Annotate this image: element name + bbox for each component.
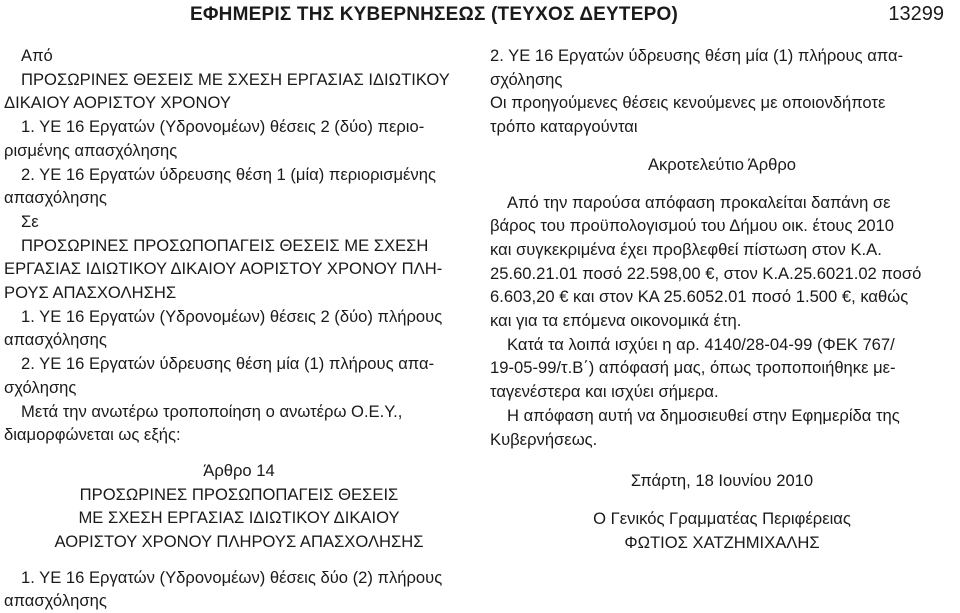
text-line: Η απόφαση αυτή να δημοσιευθεί στην Εφημερίδα της <box>507 405 900 425</box>
text-line: και για τα επόμενα οικονομικά έτη. <box>490 311 742 331</box>
text-line: σχόλησης <box>4 377 77 397</box>
text-line: ΠΡΟΣΩΡΙΝΕΣ ΠΡΟΣΩΠΟΠΑΓΕΙΣ ΘΕΣΕΙΣ ΜΕ ΣΧΕΣΗ <box>21 235 429 255</box>
spacer <box>490 139 954 153</box>
article-heading: Άρθρο 14 <box>203 460 275 480</box>
signatory-name: ΦΩΤΙΟΣ ΧΑΤΖΗΜΙΧΑΛΗΣ <box>624 532 820 552</box>
article-title-line: ΜΕ ΣΧΕΣΗ ΕΡΓΑΣΙΑΣ ΙΔΙΩΤΙΚΟΥ ΔΙΚΑΙΟΥ <box>78 508 400 528</box>
spacer <box>490 451 954 469</box>
spacer <box>490 493 954 507</box>
text-line: απασχόλησης <box>4 330 107 350</box>
spacer <box>490 177 954 191</box>
page-header <box>0 0 960 36</box>
text-line: ΡΟΥΣ ΑΠΑΣΧΟΛΗΣΗΣ <box>4 283 177 303</box>
text-line: τρόπο καταργούνται <box>490 117 638 137</box>
gazette-title: ΕΦΗΜΕΡΙΣ ΤΗΣ ΚΥΒΕΡΝΗΣΕΩΣ (ΤΕΥΧΟΣ ΔΕΥΤΕΡΟ) <box>190 4 678 25</box>
text-line: ταγενέστερα και ισχύει σήμερα. <box>490 382 719 402</box>
left-column <box>4 44 474 613</box>
text-line: 1. ΥΕ 16 Εργατών (Υδρονομέων) θέσεις 2 (δύο) περιο- <box>21 117 425 137</box>
text-line: διαμορφώνεται ως εξής: <box>4 425 181 445</box>
article-title-line: ΑΟΡΙΣΤΟΥ ΧΡΟΝΟΥ ΠΛΗΡΟΥΣ ΑΠΑΣΧΟΛΗΣΗΣ <box>54 532 424 552</box>
text-line: Από την παρούσα απόφαση προκαλείται δαπάνη σε <box>507 192 891 212</box>
text-line: 1. ΥΕ 16 Εργατών (Υδρονομέων) θέσεις 2 (δύο) πλήρους <box>21 306 443 326</box>
text-line: 6.603,20 € και στον ΚΑ 25.6052.01 ποσό 1.500 €, καθώς <box>490 287 909 307</box>
text-line: απασχόλησης <box>4 188 107 208</box>
text-line: ΕΡΓΑΣΙΑΣ ΙΔΙΩΤΙΚΟΥ ΔΙΚΑΙΟΥ ΑΟΡΙΣΤΟΥ ΧΡΟΝΟΥ ΠΛΗ- <box>4 259 443 279</box>
text-line: και συγκεκριμένα έχει προβλεφθεί πίστωση στον Κ.Α. <box>490 239 882 259</box>
article-heading: Ακροτελεύτιο Άρθρο <box>647 154 797 174</box>
text-line: βάρος του προϋπολογισμού του Δήμου οικ. έτους 2010 <box>490 216 895 236</box>
text-line: 2. ΥΕ 16 Εργατών ύδρευσης θέση μία (1) πλήρους απα- <box>21 354 435 374</box>
text-line: Από <box>21 46 53 65</box>
right-column <box>490 44 954 554</box>
spacer <box>4 554 474 566</box>
text-line: ΠΡΟΣΩΡΙΝΕΣ ΘΕΣΕΙΣ ΜΕ ΣΧΕΣΗ ΕΡΓΑΣΙΑΣ ΙΔΙΩΤΙΚΟΥ <box>21 69 450 89</box>
text-line: 2. ΥΕ 16 Εργατών ύδρευσης θέση μία (1) πλήρους απα- <box>490 46 904 65</box>
text-line: Κυβερνήσεως. <box>490 429 598 449</box>
signatory-title: Ο Γενικός Γραμματέας Περιφέρειας <box>593 508 851 528</box>
signing-place-date: Σπάρτη, 18 Ιουνίου 2010 <box>630 471 814 491</box>
text-line: ρισμένης απασχόλησης <box>4 140 178 160</box>
text-line: Κατά τα λοιπά ισχύει η αρ. 4140/28-04-99 (ΦΕΚ 767/ <box>507 334 895 354</box>
text-line: σχόλησης <box>490 69 563 89</box>
text-line: 25.60.21.01 ποσό 22.598,00 €, στον Κ.Α.25.6021.02 ποσό <box>490 263 922 283</box>
article-title-line: ΠΡΟΣΩΡΙΝΕΣ ΠΡΟΣΩΠΟΠΑΓΕΙΣ ΘΕΣΕΙΣ <box>79 484 399 504</box>
page-number: 13299 <box>888 3 944 25</box>
text-line: 2. ΥΕ 16 Εργατών ύδρευσης θέση 1 (μία) περιορισμένης <box>21 164 436 184</box>
text-line: 19-05-99/τ.Β΄) απόφασή μας, όπως τροποποιήθηκε με- <box>490 358 896 378</box>
text-line: Οι προηγούμενες θέσεις κενούμενες με οποιονδήποτε <box>490 93 886 113</box>
text-line: Μετά την ανωτέρω τροποποίηση ο ανωτέρω Ο.Ε.Υ., <box>21 401 403 421</box>
spacer <box>4 447 474 459</box>
text-line: απασχόλησης <box>4 591 107 611</box>
text-line: ΔΙΚΑΙΟΥ ΑΟΡΙΣΤΟΥ ΧΡΟΝΟΥ <box>4 93 231 113</box>
text-line: 1. ΥΕ 16 Εργατών (Υδρονομέων) θέσεις δύο (2) πλήρους <box>21 567 443 587</box>
text-line: Σε <box>21 211 39 231</box>
